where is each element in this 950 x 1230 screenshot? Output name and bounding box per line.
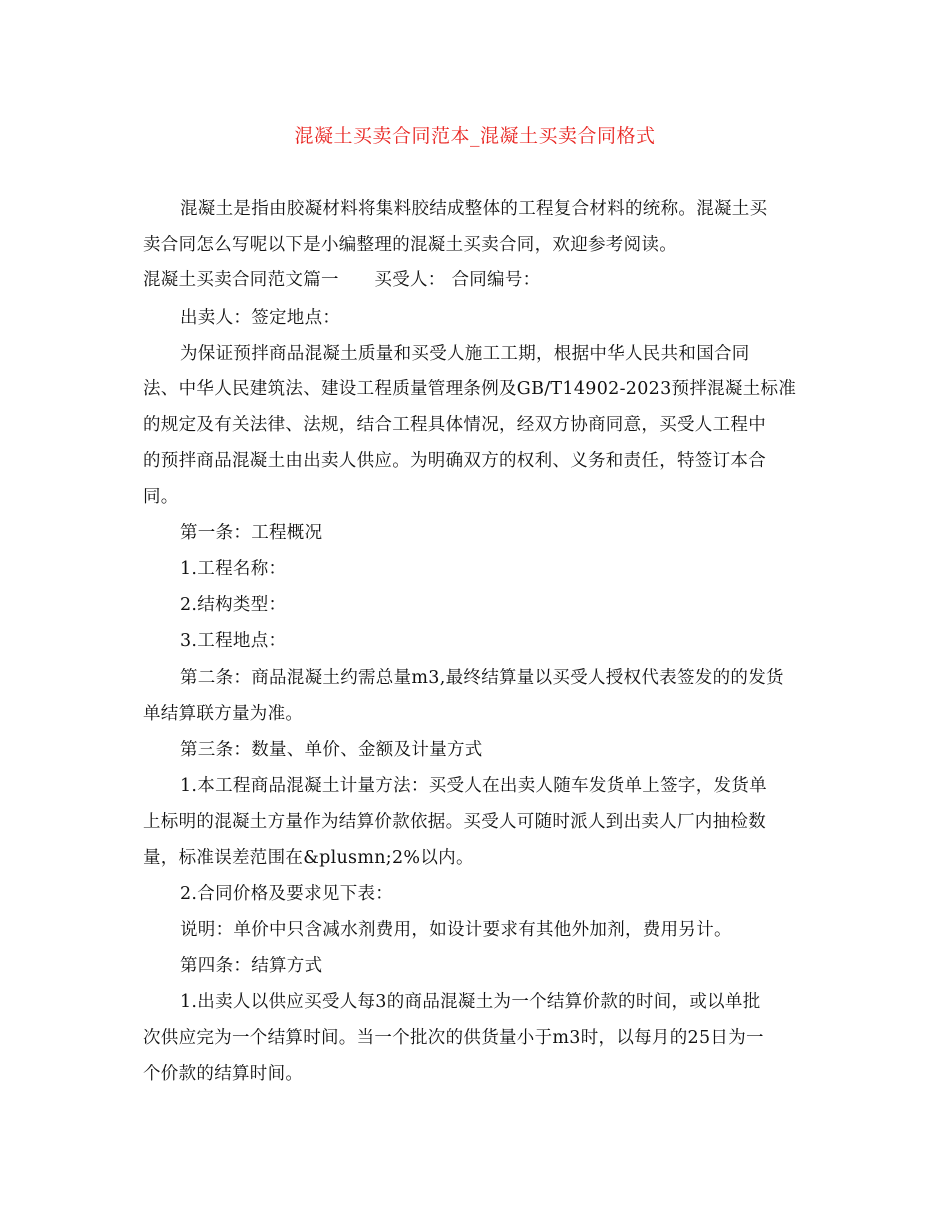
paragraph-line: 说明：单价中只含减水剂费用，如设计要求有其他外加剂，费用另计。 [180,920,732,940]
paragraph-line: 卖合同怎么写呢以下是小编整理的混凝土买卖合同，欢迎参考阅读。 [143,235,677,255]
paragraph-line: 次供应完为一个结算时间。当一个批次的供货量小于m3时，以每月的25日为一 [143,1028,764,1048]
paragraph-line: 1.本工程商品混凝土计量方法：买受人在出卖人随车发货单上签字，发货单 [180,776,767,796]
paragraph-line: 单结算联方量为准。 [143,704,304,724]
paragraph-line: 3.工程地点： [180,631,287,651]
paragraph-line: 同。 [143,487,179,507]
paragraph-line: 1.出卖人以供应买受人每3的商品混凝土为一个结算价款的时间，或以单批 [180,992,761,1012]
paragraph-line: 混凝土买卖合同范文篇一 买受人： 合同编号： [143,270,541,290]
section-heading: 第二条：商品混凝土约需总量m3,最终结算量以买受人授权代表签发的的发货 [180,668,784,688]
paragraph-line: 法、中华人民建筑法、建设工程质量管理条例及GB/T14902-2023预拌混凝土标准 [143,379,797,399]
paragraph-line: 的预拌商品混凝土由出卖人供应。为明确双方的权利、义务和责任，特签订本合 [143,451,766,471]
paragraph-line: 1.工程名称： [180,559,287,579]
paragraph-line: 出卖人：签定地点： [180,308,341,328]
paragraph-line: 2.结构类型： [180,595,287,615]
section-heading: 第三条：数量、单价、金额及计量方式 [180,740,483,760]
paragraph-line: 个价款的结算时间。 [143,1064,304,1084]
section-heading: 第四条：结算方式 [180,956,323,976]
document-title: 混凝土买卖合同范本_混凝土买卖合同格式 [294,125,656,147]
paragraph-line: 为保证预拌商品混凝土质量和买受人施工工期，根据中华人民共和国合同 [180,344,750,364]
paragraph-line: 混凝土是指由胶凝材料将集料胶结成整体的工程复合材料的统称。混凝土买 [180,199,768,219]
section-heading: 第一条：工程概况 [180,523,323,543]
paragraph-line: 量，标准误差范围在&plusmn;2%以内。 [143,848,474,868]
paragraph-line: 的规定及有关法律、法规，结合工程具体情况，经双方协商同意，买受人工程中 [143,415,766,435]
paragraph-line: 上标明的混凝土方量作为结算价款依据。买受人可随时派人到出卖人厂内抽检数 [143,812,766,832]
paragraph-line: 2.合同价格及要求见下表： [180,884,394,904]
